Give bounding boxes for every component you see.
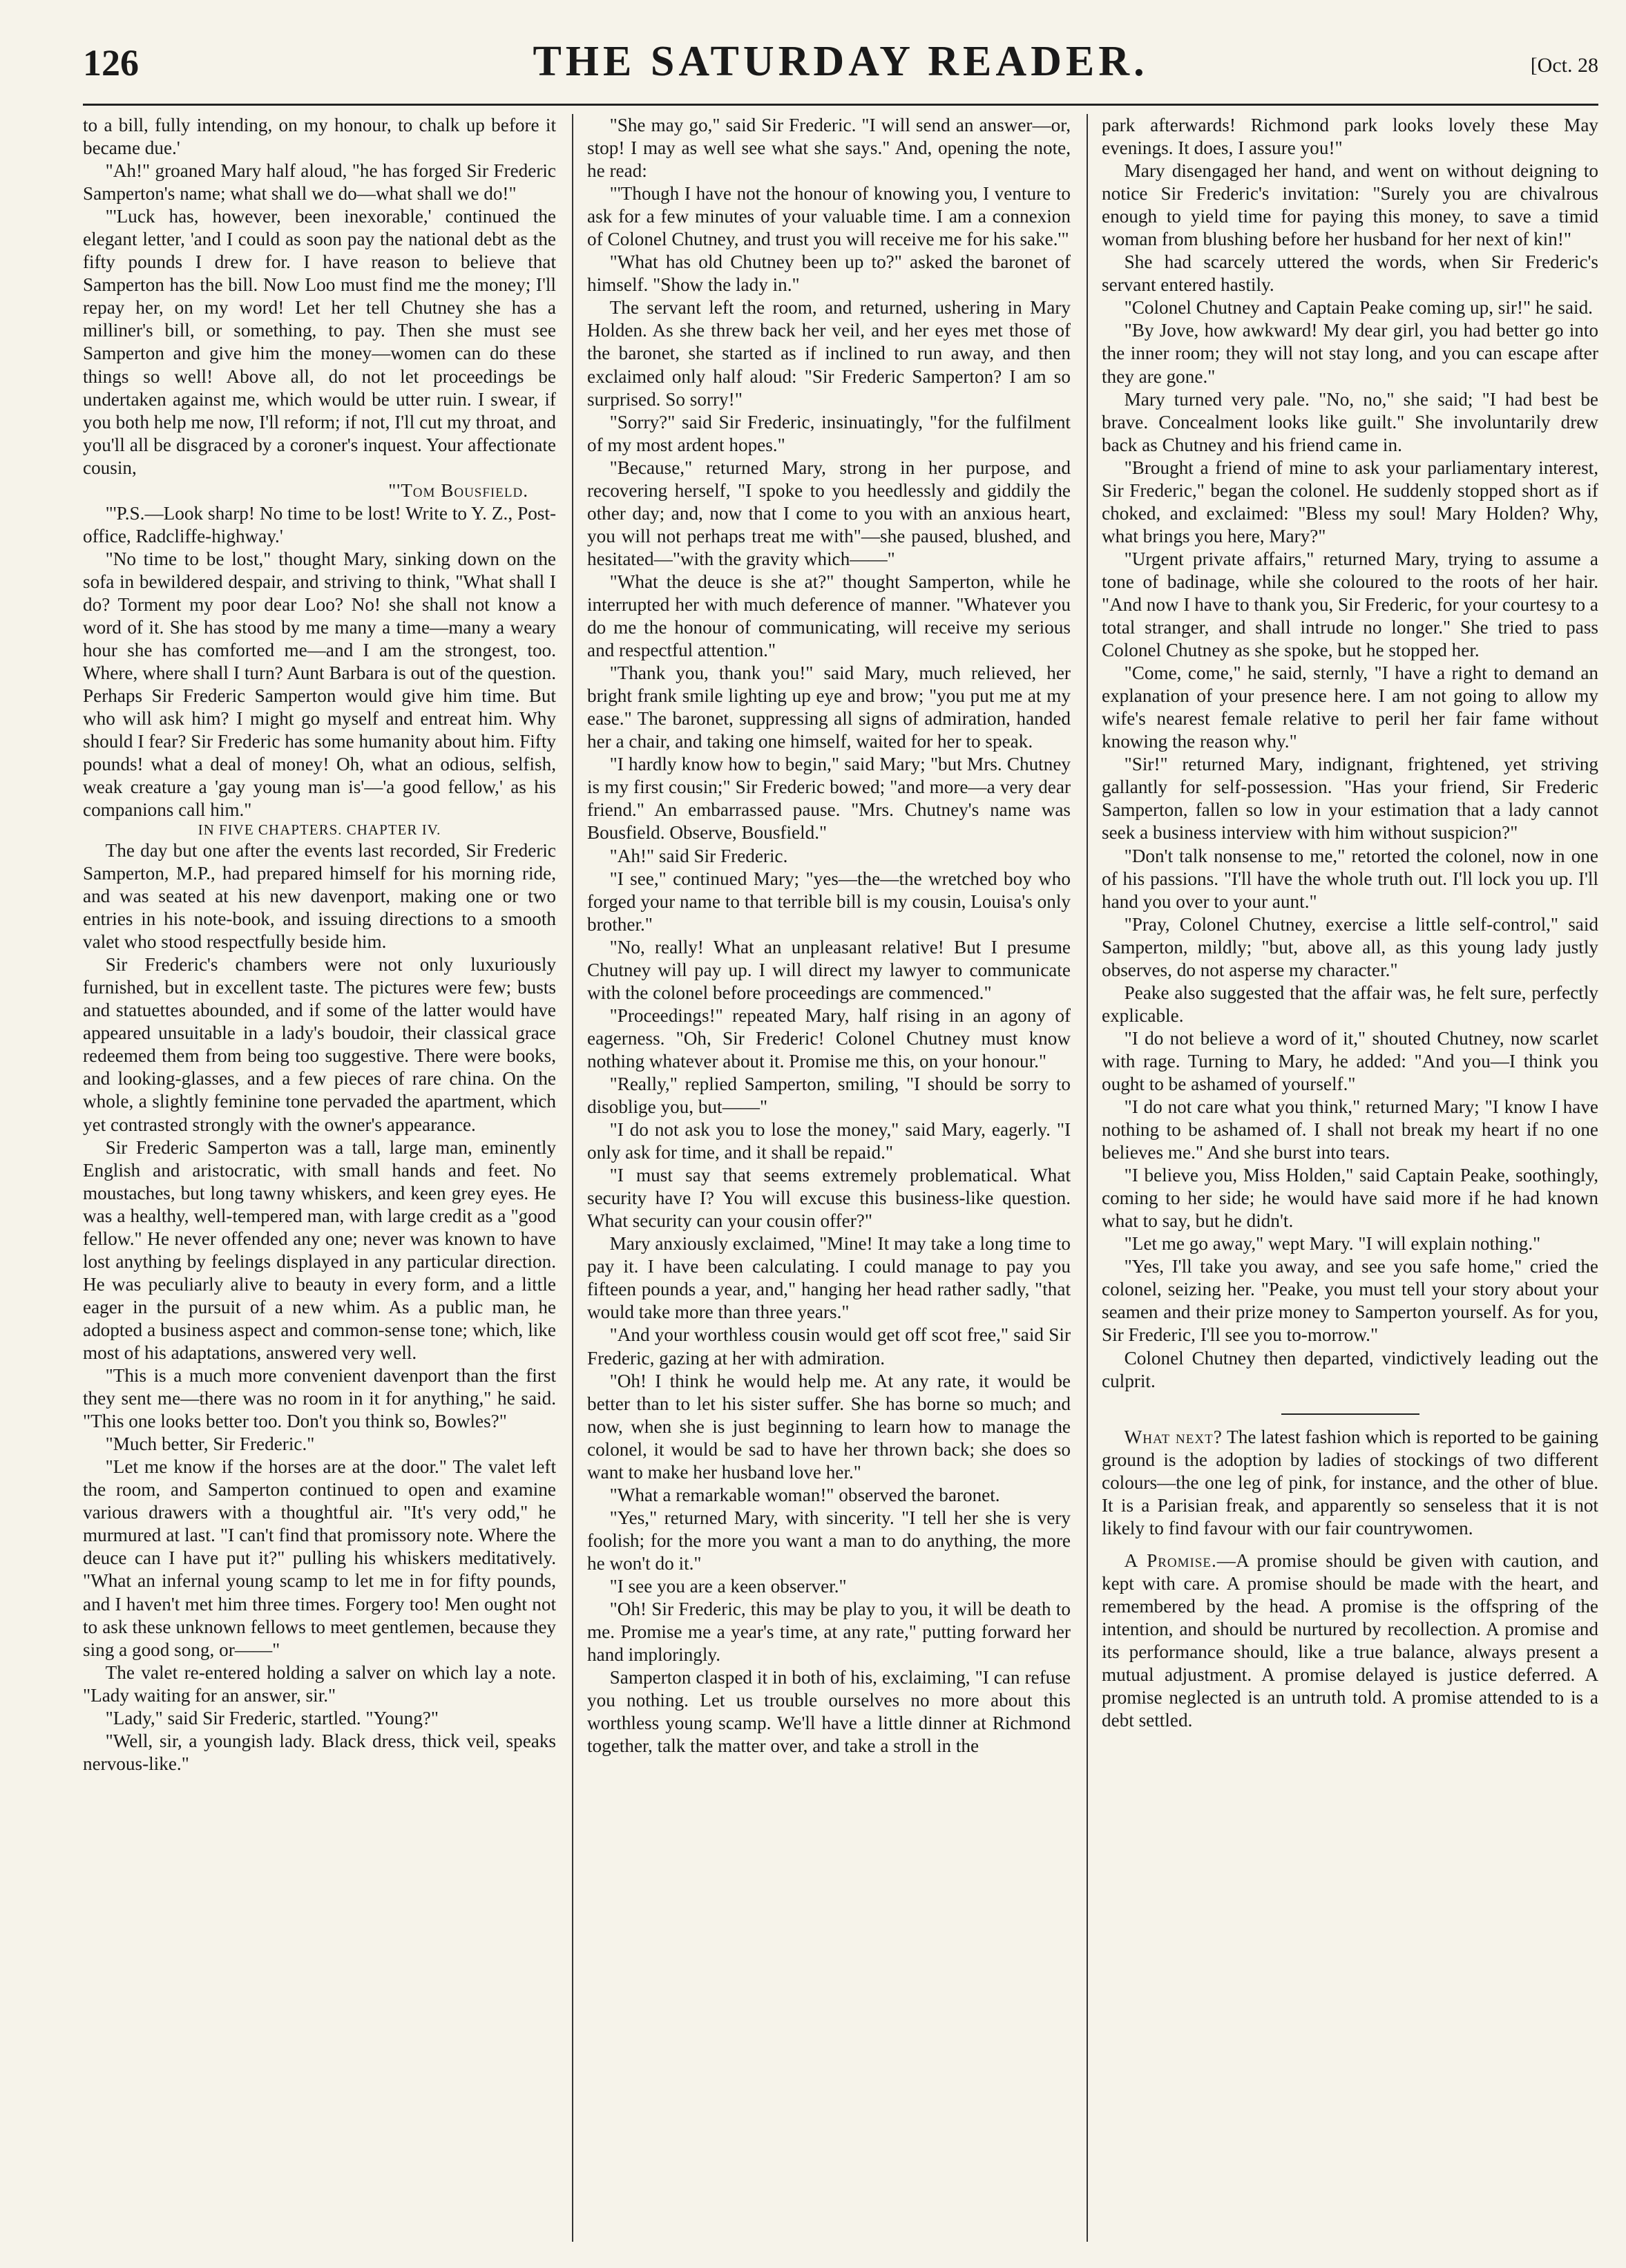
paragraph: "What has old Chutney been up to?" asked the baronet of himself. "Show the lady in." <box>587 251 1071 296</box>
paragraph: "Let me go away," wept Mary. "I will explain nothing." <box>1124 1233 1541 1255</box>
paragraph: "Really," replied Samperton, smiling, "I should be sorry to disoblige you, but——" <box>587 1073 1071 1118</box>
paragraph-body: —A promise should be given with caution, and kept with care. A promise should be made with the heart, and remembered by the head. A promise is the offspring of the intention, and should be nurtured by recollection. A promise and its performance should, like a true balance, always present a mutual adjustment. A promise delayed is justice deferred. A promise neglected is an untruth told. A promise attended to is a debt settled. <box>1102 1550 1598 1731</box>
paragraph: "Ah!" groaned Mary half aloud, "he has forged Sir Frederic Samperton's name; what shall we do—what shall we do!" <box>83 160 556 204</box>
paragraph: "What the deuce is she at?" thought Samperton, while he interrupted her with much deference of manner. "Whatever you do me the honour of communicating, will receive my serious and respectful attention." <box>587 571 1071 661</box>
section-divider <box>1281 1413 1419 1415</box>
paragraph: "'P.S.—Look sharp! No time to be lost! Write to Y. Z., Post-office, Radcliffe-highway.' <box>83 502 556 546</box>
paragraph: "I hardly know how to begin," said Mary; "but Mrs. Chutney is my first cousin;" Sir Frederic bowed; "and more—a very dear friend." An embarrassed pause. "Mrs. Chutney's name was Bousfield. Observe, Bousfield." <box>587 754 1071 844</box>
paragraph: "Let me know if the horses are at the door." The valet left the room, and Samperton continued to open and examine various drawers with a thoughtful air. "It's very odd," he murmured at last. "I can't find that promissory note. Where the deuce can I have put it?" pulling his whiskers meditatively. "What an infernal young scamp to let me in for fifty pounds, and I haven't met him three times. Forgery too! Men ought not to ask these unknown fellows to meet gentlemen, because they sing a good song, or——" <box>83 1456 556 1660</box>
paragraph: "Lady," said Sir Frederic, startled. "Young?" <box>105 1707 439 1728</box>
paragraph-lead: What next? <box>1124 1426 1223 1447</box>
paragraph: "I see," continued Mary; "yes—the—the wretched boy who forged your name to that terrible bill is my cousin, Louisa's only brother." <box>587 868 1071 935</box>
paragraph: She had scarcely uttered the words, when Sir Frederic's servant entered hastily. <box>1102 251 1598 296</box>
paragraph: "Brought a friend of mine to ask your parliamentary interest, Sir Frederic," began the colonel. He suddenly stopped short as if choked, and exclaimed: "Bless my soul! Mary Holden? Why, what brings you here, Mary?" <box>1102 457 1598 546</box>
paragraph: "'Luck has, however, been inexorable,' continued the elegant letter, 'and I could as soon pay the national debt as the fifty pounds I drew for. I have reason to believe that Samperton has the bill. Now Loo must find me the money; I'll repay her, on my word! Let her tell Chutney she has a milliner's bill, or something, to pay. Then she must see Samperton and give him the money—women can do these things so well! Above all, do not let proceedings be undertaken against me, which would be utter ruin. I swear, if you both help me now, I'll reform; if not, I'll cut my throat, and you'll all be disgraced by a coroner's inquest. Your affectionate cousin, <box>83 206 556 478</box>
paragraph: "Ah!" said Sir Frederic. <box>609 845 788 866</box>
paragraph: Colonel Chutney then departed, vindictively leading out the culprit. <box>1102 1347 1598 1391</box>
paragraph: Peake also suggested that the affair was, he felt sure, perfectly explicable. <box>1102 982 1598 1026</box>
paragraph: "I believe you, Miss Holden," said Captain Peake, soothingly, coming to her side; he would have said more if he had known what to say, but he didn't. <box>1102 1165 1598 1232</box>
letter-signature: "'Tom Bousfield. <box>388 479 528 501</box>
paragraph: "Oh! Sir Frederic, this may be play to you, it will be death to me. Promise me a year's time, at any rate," putting forward her hand imploringly. <box>587 1599 1071 1666</box>
paragraph: "This is a much more convenient davenport than the first they sent me—there was no room in it for anything," he said. "This one looks better too. Don't you think so, Bowles?" <box>83 1365 556 1432</box>
paragraph: "She may go," said Sir Frederic. "I will send an answer—or, stop! I may as well see what she says." And, opening the note, he read: <box>587 115 1071 182</box>
paragraph: Mary disengaged her hand, and went on without deigning to notice Sir Frederic's invitation: "Surely you are chivalrous enough to yield time for paying this money, to save a timid woman from blushing before her husband for her next of kin!" <box>1102 160 1598 250</box>
paragraph: "Proceedings!" repeated Mary, half rising in an agony of eagerness. "Oh, Sir Frederic! Colonel Chutney must know nothing whatever about it. Promise me this, on your honour." <box>587 1004 1071 1071</box>
paragraph: The day but one after the events last recorded, Sir Frederic Samperton, M.P., had prepared himself for his morning ride, and was seated at his new davenport, making one or two entries in his note-book, and issuing directions to a smooth valet who stood respectfully beside him. <box>83 839 556 953</box>
paragraph: "Come, come," he said, sternly, "I have a right to demand an explanation of your presence here. I am not going to allow my wife's nearest female relative to peril her fair fame without knowing the reason why." <box>1102 663 1598 752</box>
paragraph: "Sorry?" said Sir Frederic, insinuatingly, "for the fulfilment of my most ardent hopes." <box>587 411 1071 455</box>
paragraph: "Because," returned Mary, strong in her purpose, and recovering herself, "I spoke to you heedlessly and giddily the other day; and, now that I come to you with an anxious heart, you will not perhaps treat me with"—she paused, blushed, and hesitated—"with the gravity which——" <box>587 457 1071 569</box>
issue-date: [Oct. 28 <box>1530 54 1598 77</box>
paragraph: The servant left the room, and returned, ushering in Mary Holden. As she threw back her veil, and her eyes met those of the baronet, she started as if inclined to run away, and then exclaimed only half aloud: "Sir Frederic Samperton? I am so surprised. So sorry!" <box>587 297 1071 410</box>
paragraph: "Thank you, thank you!" said Mary, much relieved, her bright frank smile lighting up eye and brow; "you put me at my ease." The baronet, suppressing all signs of admiration, handed her a chair, and taking one himself, waited for her to speak. <box>587 663 1071 752</box>
paragraph: "I see you are a keen observer." <box>609 1576 847 1597</box>
paragraph: "Don't talk nonsense to me," retorted the colonel, now in one of his passions. "I'll have the whole truth out. I'll lock you up. I'll hand you over to your aunt." <box>1102 845 1598 912</box>
paragraph: "'Though I have not the honour of knowing you, I venture to ask for a few minutes of your valuable time. I am a connexion of Colonel Chutney, and trust you will receive me for his sake.'" <box>587 183 1071 250</box>
promise-paragraph <box>1102 1550 1598 1732</box>
paragraph: Mary turned very pale. "No, no," she said; "I had best be brave. Concealment looks like guilt." She involuntarily drew back as Chutney and his friend came in. <box>1102 388 1598 455</box>
column-rule <box>1087 114 1088 2242</box>
paragraph: "What a remarkable woman!" observed the baronet. <box>609 1484 1000 1505</box>
paragraph: Mary anxiously exclaimed, "Mine! It may take a long time to pay it. I have been calculating. I could manage to pay you fifteen pounds a year, and," hanging her head rather sadly, "that would take more than three years." <box>587 1233 1071 1323</box>
paragraph: "I do not ask you to lose the money," said Mary, eagerly. "I only ask for time, and it shall be repaid." <box>587 1119 1071 1163</box>
page-number: 126 <box>83 42 139 84</box>
paragraph: "Colonel Chutney and Captain Peake coming up, sir!" he said. <box>1124 297 1593 318</box>
fashion-paragraph <box>1102 1426 1598 1540</box>
paragraph: "I do not care what you think," returned Mary; "I know I have nothing to be ashamed of. I shall not break my heart if no one believes me." And she burst into tears. <box>1102 1096 1598 1163</box>
paragraph: Samperton clasped it in both of his, exclaiming, "I can refuse you nothing. Let us trouble ourselves no more about this worthless young scamp. We'll have a little dinner at Richmond together, talk the matter over, and take a stroll in the <box>587 1667 1071 1757</box>
paragraph: "By Jove, how awkward! My dear girl, you had better go into the inner room; they will not stay long, and you can escape after they are gone." <box>1102 320 1598 387</box>
chapter-heading: IN FIVE CHAPTERS. CHAPTER IV. <box>198 821 441 839</box>
paragraph: "Sir!" returned Mary, indignant, frightened, yet striving gallantly for self-possession. "Has your friend, Sir Frederic Samperton, fallen so low in your estimation that a lady cannot seek a business interview with him without suspicion?" <box>1102 754 1598 844</box>
paragraph: park afterwards! Richmond park looks lovely these May evenings. It does, I assure you!" <box>1102 115 1598 159</box>
paragraph: "No, really! What an unpleasant relative! But I presume Chutney will pay up. I will direct my lawyer to communicate with the colonel before proceedings are commenced." <box>587 936 1071 1003</box>
column-3 <box>1102 114 1598 2242</box>
paragraph-lead: A Promise. <box>1124 1550 1217 1571</box>
column-2 <box>587 114 1071 2242</box>
column-1 <box>83 114 556 2242</box>
paragraph: "I must say that seems extremely problematical. What security have I? You will excuse this business-like question. What security can your cousin offer?" <box>587 1165 1071 1232</box>
paragraph: "And your worthless cousin would get off scot free," said Sir Frederic, gazing at her with admiration. <box>587 1324 1071 1369</box>
paragraph: "Yes, I'll take you away, and see you safe home," cried the colonel, seizing her. "Peake, you must tell your story about your seamen and their prize money to Samperton yourself. As for you, Sir Frederic, I'll see you to-morrow." <box>1102 1256 1598 1346</box>
paragraph: Sir Frederic Samperton was a tall, large man, eminently English and aristocratic, with small hands and feet. No moustaches, but long tawny whiskers, and keen grey eyes. He was a healthy, well-tempered man, with large credit as a "good fellow." He never offended any one; never was known to have lost anything by feelings displayed in any particular direction. He was peculiarly alive to beauty in every form, and a little eager in the pursuit of a new whim. As a public man, he adopted a business aspect and common-sense tone; which, like most of his adaptations, answered very well. <box>83 1136 556 1363</box>
columns <box>83 114 1598 2249</box>
paragraph-body: The latest fashion which is reported to be gaining ground is the adoption by ladies of stockings of two different colours—the one leg of pink, for instance, and the other of blue. It is a Parisian freak, and apparently so senseless that it is not likely to find favour with our fair countrywomen. <box>1102 1426 1598 1538</box>
paragraph: Sir Frederic's chambers were not only luxuriously furnished, but in excellent taste. The pictures were few; busts and statuettes abounded, and if some of the latter would have appeared unsuitable in a lady's boudoir, their classical grace redeemed them from being too suggestive. There were books, and looking-glasses, and a few pieces of rare china. On the whole, a slightly feminine tone pervaded the apartment, which yet contrasted strongly with the owner's appearance. <box>83 954 556 1135</box>
paragraph: "Well, sir, a youngish lady. Black dress, thick veil, speaks nervous-like." <box>83 1730 556 1774</box>
masthead-title: THE SATURDAY READER. <box>533 38 1149 85</box>
paragraph: "Much better, Sir Frederic." <box>105 1433 315 1455</box>
paragraph: "Oh! I think he would help me. At any rate, it would be better than to let his sister suffer. She has borne so much; and now, when she is just beginning to learn how to manage the colonel, it would be sad to have her thrown back; she does so want to make her husband love her." <box>587 1370 1071 1483</box>
paragraph: "No time to be lost," thought Mary, sinking down on the sofa in bewildered despair, and striving to think, "What shall I do? Torment my poor dear Loo? No! she shall not know a word of it. She has stood by me many a time—many a weary hour she has comforted me—and I am the strongest, too. Where, where shall I turn? Aunt Barbara is out of the question. Perhaps Sir Frederic Samperton would give him time. But who will ask him? I might go myself and entreat him. Why should I fear? Sir Frederic has some humanity about him. Fifty pounds! what a deal of money! Oh, what an odious, selfish, weak creature a 'gay young man is'—'a good fellow,' as his companions call him." <box>83 548 556 821</box>
paragraph: to a bill, fully intending, on my honour, to chalk up before it became due.' <box>83 115 556 159</box>
paragraph: "Pray, Colonel Chutney, exercise a little self-control," said Samperton, mildly; "but, above all, as this young lady justly observes, do not asperse my character." <box>1102 913 1598 980</box>
column-rule <box>572 114 573 2242</box>
paragraph: "Yes," returned Mary, with sincerity. "I tell her she is very foolish; for the more you want a man to do anything, the more he won't do it." <box>587 1507 1071 1574</box>
paragraph: The valet re-entered holding a salver on which lay a note. "Lady waiting for an answer, sir." <box>83 1661 556 1706</box>
page-header <box>83 28 1598 106</box>
paragraph: "Urgent private affairs," returned Mary, trying to assume a tone of badinage, while she coloured to the roots of her hair. "And now I have to thank you, Sir Frederic, for your courtesy to a total stranger, and shall intrude no longer." She tried to pass Colonel Chutney as she spoke, but he stopped her. <box>1102 548 1598 661</box>
paragraph: "I do not believe a word of it," shouted Chutney, now scarlet with rage. Turning to Mary, he added: "And you—I think you ought to be ashamed of yourself." <box>1102 1027 1598 1094</box>
